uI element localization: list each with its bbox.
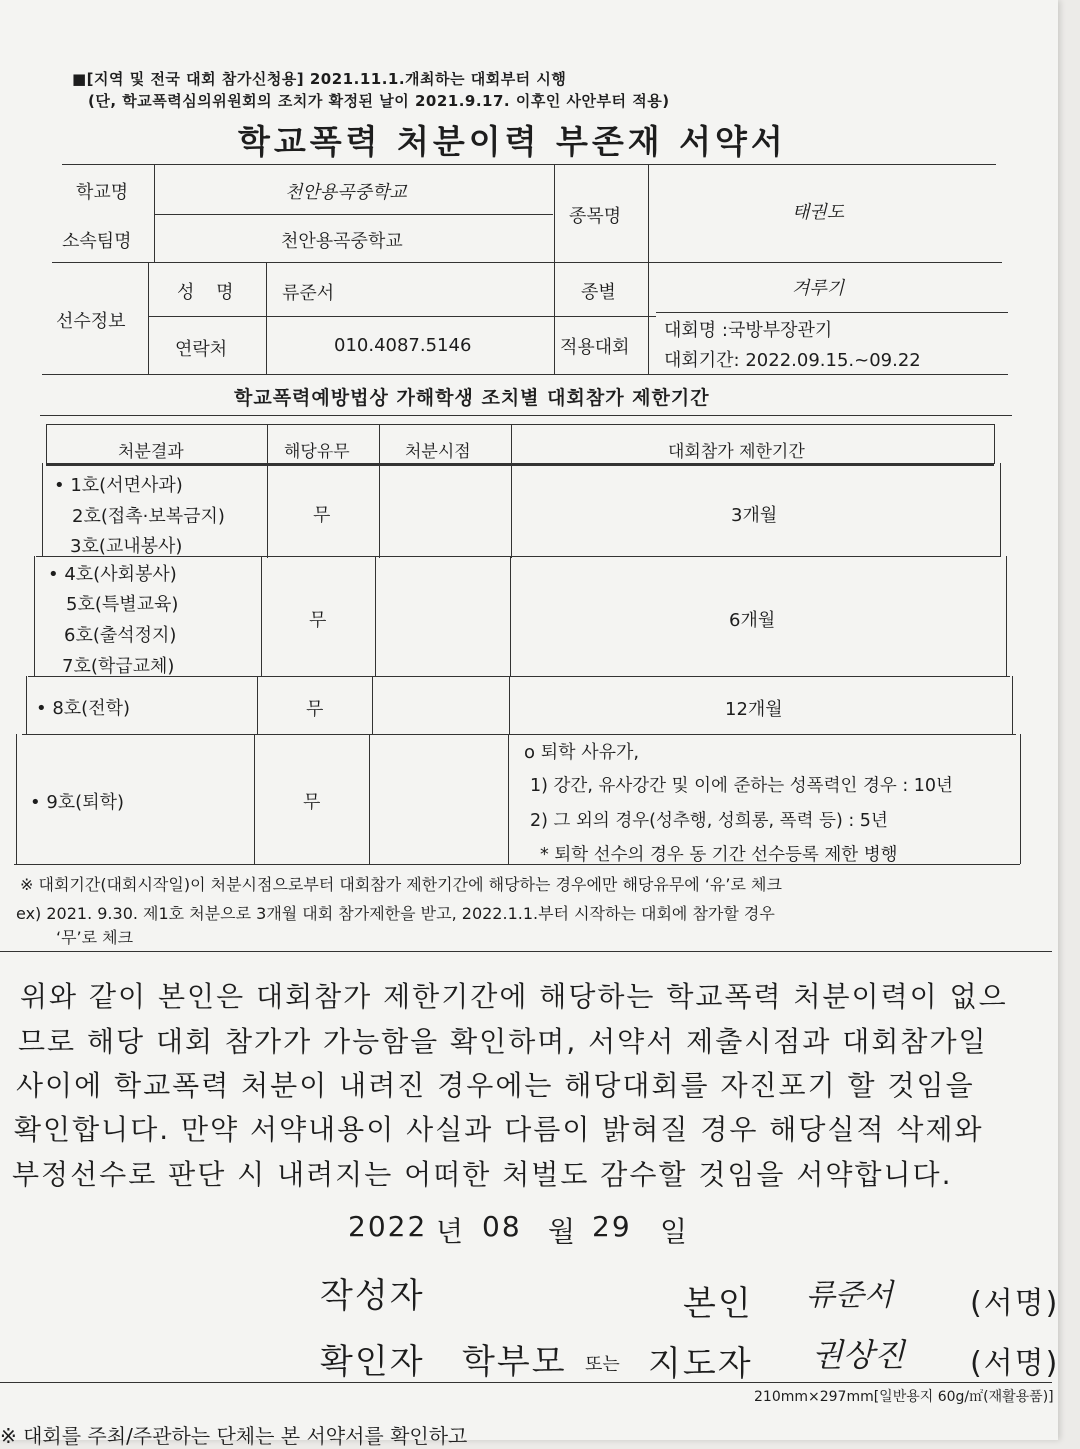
row2-item-3: 6호(출석정지) <box>64 625 177 646</box>
row4-item-1: • 9호(퇴학) <box>30 792 124 813</box>
remark-line-3: ‘무’로 체크 <box>56 928 134 947</box>
row3-period: 12개월 <box>725 699 783 720</box>
header-date: 처분시점 <box>405 442 471 462</box>
row1-period: 3개월 <box>731 505 778 526</box>
competition-name: 대회명 :국방부장관기 <box>664 320 833 341</box>
restriction-table-title: 학교폭력예방법상 가해학생 조치별 대회참가 제한기간 <box>234 387 710 409</box>
row3-applicable: 무 <box>306 699 324 720</box>
school-name-label: 학교명 <box>76 182 129 203</box>
event-label: 종목명 <box>569 206 622 227</box>
header-applicable: 해당유무 <box>284 442 350 462</box>
row2-item-2: 5호(특별교육) <box>66 594 179 615</box>
coach-signature: 권상진 <box>812 1336 905 1374</box>
date-year-unit: 년 <box>436 1215 466 1248</box>
remark-line-1: ※ 대회기간(대회시작일)이 처분시점으로부터 대회참가 제한기간에 해당하는 경우에만 해당유무에 ‘유’로 체크 <box>20 875 782 894</box>
header-period: 대회참가 제한기간 <box>668 442 805 462</box>
row4-period-line-4: * 퇴학 선수의 경우 동 기간 선수등록 제한 병행 <box>540 845 898 865</box>
seal-2: (서명) <box>970 1346 1060 1381</box>
row2-applicable: 무 <box>309 610 327 631</box>
category-label: 종별 <box>581 282 616 303</box>
row2-item-4: 7호(학급교체) <box>62 656 175 677</box>
notice-line-2: (단, 학교폭력심의위원회의 조치가 확정된 날이 2021.9.17. 이후인 사안부터 적용) <box>88 92 670 110</box>
contact-value: 010.4087.5146 <box>334 335 472 356</box>
row1-item-1: • 1호(서면사과) <box>54 475 183 496</box>
pledge-line-5: 부정선수로 판단 시 내려지는 어떠한 처벌도 감수할 것임을 서약합니다. <box>12 1158 953 1191</box>
pledge-line-2: 므로 해당 대회 참가가 가능함을 확인하며, 서약서 제출시점과 대회참가일 <box>18 1025 988 1058</box>
competition-period: 대회기간: 2022.09.15.~09.22 <box>664 350 921 371</box>
date-year: 2022 <box>348 1210 428 1243</box>
self-signature: 류준서 <box>806 1278 893 1313</box>
name-value: 류준서 <box>282 283 335 304</box>
pledge-line-1: 위와 같이 본인은 대회참가 제한기간에 해당하는 학교폭력 처분이력이 없으 <box>20 980 1008 1013</box>
team-name-value: 천안용곡중학교 <box>281 231 403 252</box>
applied-competition-label: 적용대회 <box>560 337 630 358</box>
pledge-line-3: 사이에 학교폭력 처분이 내려진 경우에는 해당대회를 자진포기 할 것임을 <box>16 1069 975 1102</box>
seal-1: (서명) <box>970 1286 1060 1321</box>
self-label: 본인 <box>683 1284 753 1324</box>
category-value: 겨루기 <box>792 278 845 299</box>
date-day: 29 <box>592 1210 632 1243</box>
checker-label: 확인자 <box>320 1342 425 1382</box>
row2-period: 6개월 <box>729 610 776 631</box>
writer-label: 작성자 <box>320 1276 425 1316</box>
notice-line-1: ■[지역 및 전국 대회 참가신청용] 2021.11.1.개최하는 대회부터 시행 <box>72 70 567 88</box>
parent-label: 학부모 <box>462 1342 567 1382</box>
remark-line-2: ex) 2021. 9.30. 제1호 처분으로 3개월 대회 참가제한을 받고, 2022.1.1.부터 시작하는 대회에 참가할 경우 <box>16 904 775 923</box>
event-value: 태권도 <box>792 202 845 223</box>
name-label: 성 명 <box>177 282 242 303</box>
date-month-unit: 월 <box>548 1215 578 1248</box>
row1-item-2: 2호(접촉·보복금지) <box>72 506 225 527</box>
player-info-label: 선수정보 <box>56 311 126 332</box>
row2-item-1: • 4호(사회봉사) <box>48 564 177 585</box>
date-month: 08 <box>482 1210 522 1243</box>
school-name-value: 천안용곡중학교 <box>285 182 407 203</box>
header-result: 처분결과 <box>118 442 184 462</box>
bottom-note: ※ 대회를 주최/주관하는 단체는 본 서약서를 확인하고 <box>0 1424 468 1448</box>
row3-item-1: • 8호(전학) <box>36 698 130 719</box>
team-name-label: 소속팀명 <box>62 231 132 252</box>
row4-period-line-1: o 퇴학 사유가, <box>524 742 640 763</box>
document-title: 학교폭력 처분이력 부존재 서약서 <box>238 122 787 161</box>
row1-item-3: 3호(교내봉사) <box>70 536 183 557</box>
pledge-line-4: 확인합니다. 만약 서약내용이 사실과 다름이 밝혀질 경우 해당실적 삭제와 <box>14 1113 984 1146</box>
row4-applicable: 무 <box>303 792 321 813</box>
paper-spec: 210mm×297mm[일반용지 60g/㎡(재활용품)] <box>754 1389 1054 1405</box>
or-label: 또는 <box>585 1354 620 1375</box>
row1-applicable: 무 <box>313 505 331 526</box>
row4-period-line-3: 2) 그 외의 경우(성추행, 성희롱, 폭력 등) : 5년 <box>530 811 888 831</box>
coach-label: 지도자 <box>648 1344 753 1384</box>
row4-period-line-2: 1) 강간, 유사강간 및 이에 준하는 성폭력인 경우 : 10년 <box>530 776 953 796</box>
date-day-unit: 일 <box>660 1215 690 1248</box>
contact-label: 연락처 <box>175 339 228 360</box>
